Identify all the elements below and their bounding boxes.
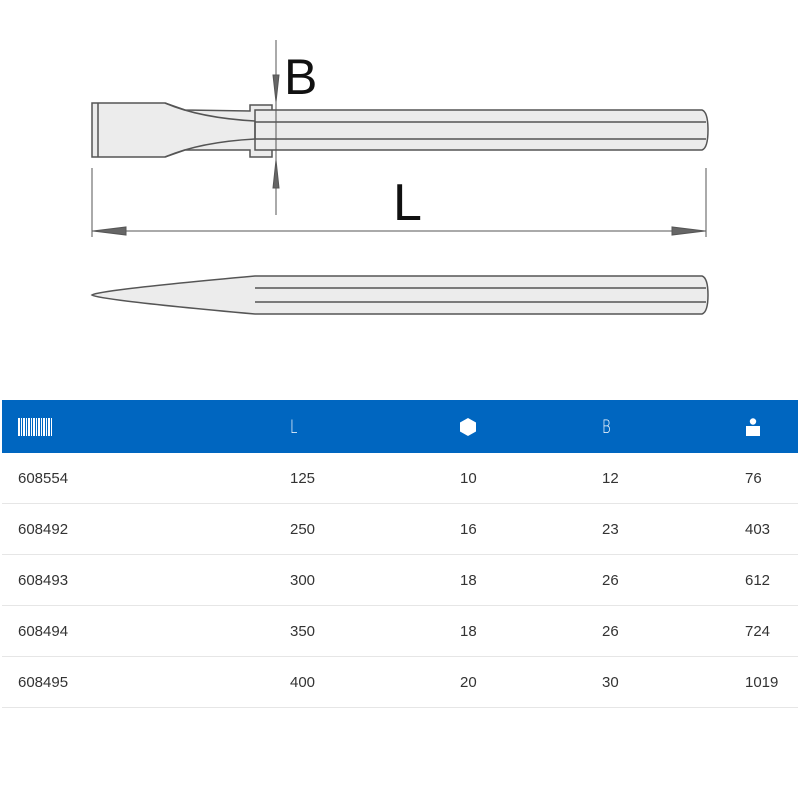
cell-blade-width: 12 [602,469,619,487]
table-header [2,400,798,453]
table-row [2,453,798,504]
barcode-icon [18,400,52,453]
hexagon-icon [460,400,476,453]
cell-hex-size: 18 [460,622,477,640]
header-width: B [602,415,611,438]
cell-article-number: 608494 [18,622,69,640]
table-row [2,504,798,555]
b-dimension-label: B [284,49,318,105]
cell-blade-width: 26 [602,622,619,640]
specification-table [2,400,798,708]
cell-blade-width: 23 [602,520,619,538]
cell-article-number: 608493 [18,571,69,589]
cell-length: 125 [290,469,316,487]
table-row [2,657,798,708]
cell-weight: 724 [745,622,771,640]
cell-article-number: 608492 [18,520,69,538]
cell-article-number: 608495 [18,673,69,691]
l-dimension-label: L [393,174,422,232]
table-row [2,606,798,657]
chisel-technical-drawing [0,0,800,340]
flat-chisel-shaft [255,110,708,150]
b-arrow-top [273,75,279,102]
cell-hex-size: 18 [460,571,477,589]
weight-icon [745,400,761,453]
cell-length: 300 [290,571,316,589]
table-row [2,555,798,606]
cell-article-number: 608554 [18,469,69,487]
flat-chisel-outline [92,103,272,157]
cell-hex-size: 10 [460,469,477,487]
header-length: L [290,415,298,438]
cell-weight: 403 [745,520,771,538]
cell-blade-width: 26 [602,571,619,589]
cell-hex-size: 16 [460,520,477,538]
cell-weight: 76 [745,469,762,487]
cell-hex-size: 20 [460,673,477,691]
cell-weight: 1019 [745,673,779,691]
l-arrow-left [93,227,126,235]
cell-length: 350 [290,622,316,640]
cell-blade-width: 30 [602,673,619,691]
l-arrow-right [672,227,705,235]
cell-weight: 612 [745,571,771,589]
cell-length: 400 [290,673,316,691]
pointed-chisel-outline [92,276,708,314]
b-arrow-bottom [273,160,279,188]
cell-length: 250 [290,520,316,538]
